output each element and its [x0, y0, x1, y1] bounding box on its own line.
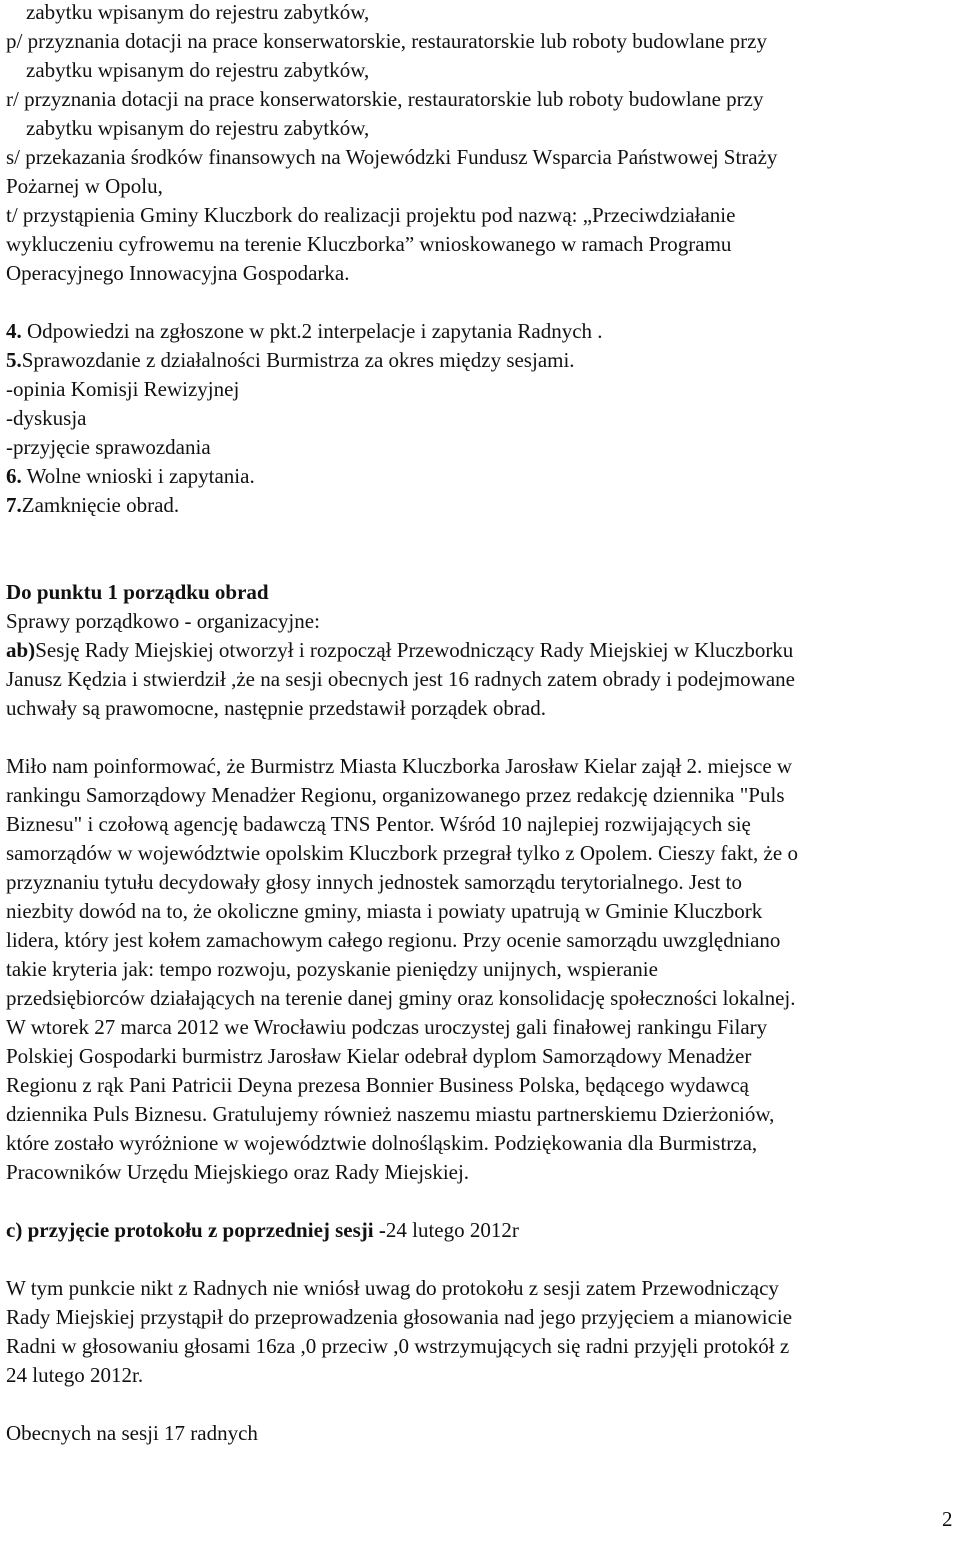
- paragraph-line: ab)Sesję Rady Miejskiej otworzył i rozpoczął Przewodniczący Rady Miejskiej w Kluczborku: [6, 638, 794, 662]
- paragraph-line: Biznesu" i czołową agencję badawczą TNS Pentor. Wśród 10 najlepiej rozwijających się: [6, 812, 751, 836]
- item-label: ab): [6, 638, 36, 662]
- paragraph-line: przyznaniu tytułu decydowały głosy innych jednostek samorządu terytorialnego. Jest to: [6, 870, 742, 894]
- agenda-number: 7.: [6, 493, 22, 517]
- agenda-item-4: [6, 317, 603, 346]
- list-line: zabytku wpisanym do rejestru zabytków,: [26, 58, 370, 82]
- agenda-item-7: [6, 491, 179, 520]
- agenda-text: Zamknięcie obrad.: [21, 493, 180, 517]
- paragraph-line: Janusz Kędzia i stwierdził ,że na sesji obecnych jest 16 radnych zatem obrady i podejmowane: [6, 667, 795, 691]
- agenda-number: 4.: [6, 319, 22, 343]
- list-line: Pożarnej w Opolu,: [6, 174, 163, 198]
- paragraph-line: lidera, który jest kołem zamachowym całego regionu. Przy ocenie samorządu uwzględniano: [6, 928, 781, 952]
- paragraph-line: przedsiębiorców działających na terenie danej gminy oraz konsolidację społeczności lokalnej.: [6, 986, 796, 1010]
- agenda-number: 5.: [6, 348, 22, 372]
- list-line: p/ przyznania dotacji na prace konserwatorskie, restauratorskie lub roboty budowlane przy: [6, 29, 767, 53]
- list-line: r/ przyznania dotacji na prace konserwatorskie, restauratorskie lub roboty budowlane przy: [6, 87, 764, 111]
- paragraph-line: rankingu Samorządowy Menadżer Regionu, organizowanego przez redakcję dziennika "Puls: [6, 783, 785, 807]
- paragraph-line: takie kryteria jak: tempo rozwoju, pozyskanie pieniędzy unijnych, wspieranie: [6, 957, 658, 981]
- paragraph-line: dziennika Puls Biznesu. Gratulujemy również naszemu miastu partnerskiemu Dzierżoniów,: [6, 1102, 775, 1126]
- paragraph-line: Regionu z rąk Pani Patricii Deyna prezesa Bonnier Business Polska, będącego wydawcą: [6, 1073, 749, 1097]
- agenda-text: Wolne wnioski i zapytania.: [21, 464, 255, 488]
- paragraph-line: Polskiej Gospodarki burmistrz Jarosław Kielar odebrał dyplom Samorządowy Menadżer: [6, 1044, 752, 1068]
- list-line: wykluczeniu cyfrowemu na terenie Kluczborka” wnioskowanego w ramach Programu: [6, 232, 732, 256]
- agenda-subitem: -przyjęcie sprawozdania: [6, 435, 211, 459]
- agenda-item-6: [6, 462, 255, 491]
- agenda-subitem: -dyskusja: [6, 406, 87, 430]
- section-subheading: Sprawy porządkowo - organizacyjne:: [6, 609, 320, 633]
- section-heading: c) przyjęcie protokołu z poprzedniej sesji -24 lutego 2012r: [6, 1218, 519, 1242]
- attendance-note: Obecnych na sesji 17 radnych: [6, 1421, 258, 1445]
- list-line: zabytku wpisanym do rejestru zabytków,: [26, 0, 370, 24]
- paragraph-line: które zostało wyróżnione w województwie dolnośląskim. Podziękowania dla Burmistrza,: [6, 1131, 758, 1155]
- list-line: Operacyjnego Innowacyjna Gospodarka.: [6, 261, 350, 285]
- paragraph-line: Rady Miejskiej przystąpił do przeprowadzenia głosowania nad jego przyjęciem a mianowicie: [6, 1305, 793, 1329]
- agenda-subitem: -opinia Komisji Rewizyjnej: [6, 377, 240, 401]
- paragraph-line: Miło nam poinformować, że Burmistrz Miasta Kluczborka Jarosław Kielar zajął 2. miejsce w: [6, 754, 793, 778]
- list-line: s/ przekazania środków finansowych na Wojewódzki Fundusz Wsparcia Państwowej Straży: [6, 145, 778, 169]
- paragraph-line: uchwały są prawomocne, następnie przedstawił porządek obrad.: [6, 696, 546, 720]
- paragraph-line: Pracowników Urzędu Miejskiego oraz Rady Miejskiej.: [6, 1160, 470, 1184]
- paragraph-line: W wtorek 27 marca 2012 we Wrocławiu podczas uroczystej gali finałowej rankingu Filary: [6, 1015, 768, 1039]
- agenda-item-5: [6, 346, 575, 375]
- page-number: 2: [942, 1507, 953, 1531]
- paragraph-line: samorządów w województwie opolskim Kluczbork przegrał tylko z Opolem. Cieszy fakt, że o: [6, 841, 798, 865]
- paragraph-line: Radni w głosowaniu głosami 16za ,0 przeciw ,0 wstrzymujących się radni przyjęli protokół z: [6, 1334, 790, 1358]
- paragraph-line: niezbity dowód na to, że okoliczne gminy, miasta i powiaty upatrują w Gminie Kluczbork: [6, 899, 763, 923]
- agenda-text: Sprawozdanie z działalności Burmistrza za okres między sesjami.: [21, 348, 575, 372]
- paragraph-line: 24 lutego 2012r.: [6, 1363, 144, 1387]
- paragraph-line: W tym punkcie nikt z Radnych nie wniósł uwag do protokołu z sesji zatem Przewodniczący: [6, 1276, 779, 1300]
- agenda-number: 6.: [6, 464, 22, 488]
- list-line: t/ przystąpienia Gminy Kluczbork do realizacji projektu pod nazwą: „Przeciwdziałanie: [6, 203, 736, 227]
- section-heading: Do punktu 1 porządku obrad: [6, 580, 269, 604]
- agenda-text: Odpowiedzi na zgłoszone w pkt.2 interpelacje i zapytania Radnych .: [21, 319, 603, 343]
- list-line: zabytku wpisanym do rejestru zabytków,: [26, 116, 370, 140]
